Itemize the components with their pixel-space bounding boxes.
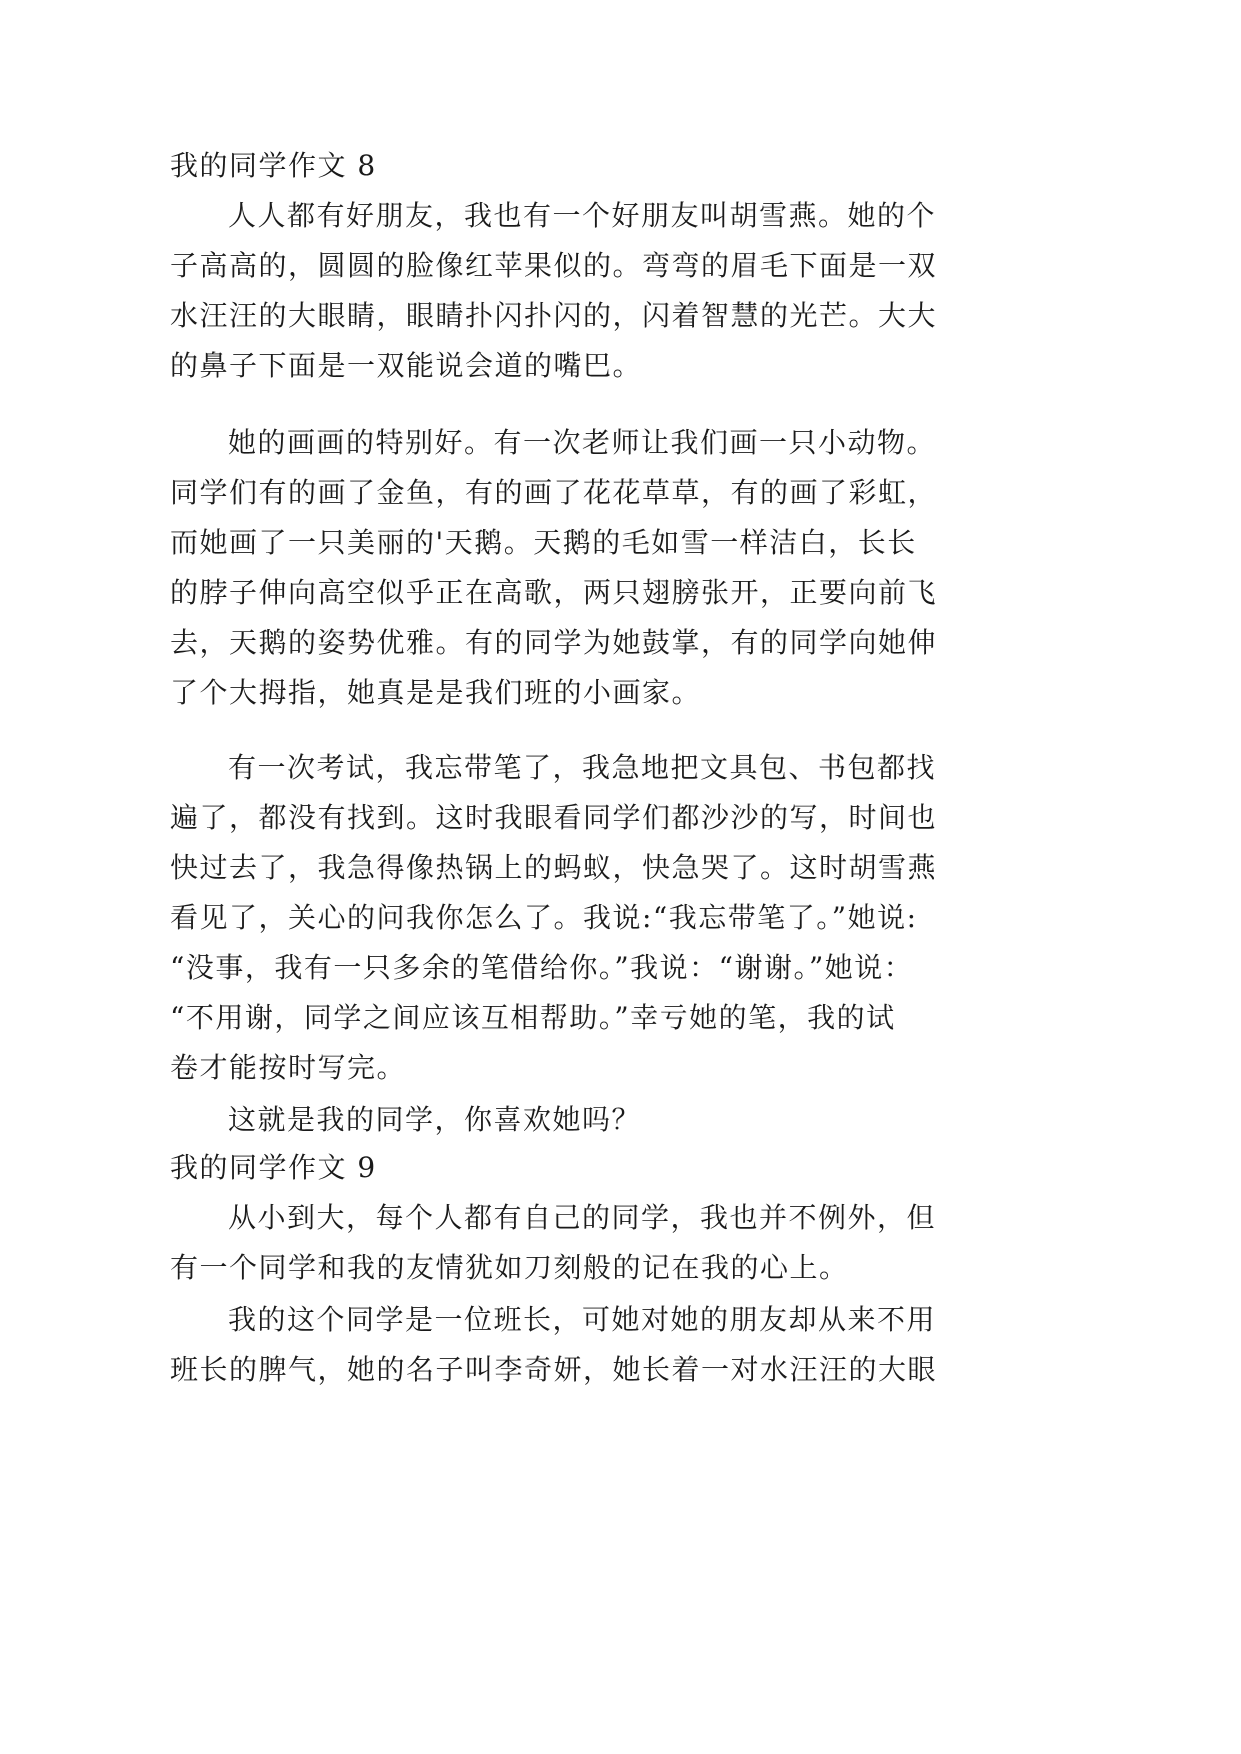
paragraph-line: 去，天鹅的姿势优雅。有的同学为她鼓掌，有的同学向她伸 [170,626,938,659]
paragraph-line: 她的画画的特别好。有一次老师让我们画一只小动物。 [228,426,937,459]
paragraph-line: 子高高的，圆圆的脸像红苹果似的。弯弯的眉毛下面是一双 [170,249,938,282]
section-title: 我的同学作文 8 [170,149,377,182]
section-title: 我的同学作文 9 [170,1151,377,1184]
paragraph-line: “没事，我有一只多余的笔借给你。”我说：“谢谢。”她说： [170,951,914,984]
paragraph-line: 水汪汪的大眼睛，眼睛扑闪扑闪的，闪着智慧的光芒。大大 [170,299,938,332]
paragraph-line: 的鼻子下面是一双能说会道的嘴巴。 [170,349,643,382]
paragraph-line: 有一个同学和我的友情犹如刀刻般的记在我的心上。 [170,1251,849,1284]
paragraph-line: 从小到大，每个人都有自己的同学，我也并不例外，但 [228,1201,937,1234]
paragraph-line: 我的这个同学是一位班长，可她对她的朋友却从来不用 [228,1303,937,1336]
paragraph-line: “不用谢，同学之间应该互相帮助。”幸亏她的笔，我的试 [170,1001,896,1034]
paragraph-line: 这就是我的同学，你喜欢她吗？ [228,1103,642,1136]
paragraph-line: 的脖子伸向高空似乎正在高歌，两只翅膀张开，正要向前飞 [170,576,938,609]
paragraph-line: 同学们有的画了金鱼，有的画了花花草草，有的画了彩虹， [170,476,938,509]
paragraph-line: 看见了，关心的问我你怎么了。我说:“我忘带笔了。”她说: [170,901,918,934]
paragraph-line: 了个大拇指，她真是是我们班的小画家。 [170,676,702,709]
paragraph-line: 人人都有好朋友，我也有一个好朋友叫胡雪燕。她的个 [228,199,937,232]
paragraph-line: 班长的脾气，她的名子叫李奇妍，她长着一对水汪汪的大眼 [170,1353,938,1386]
paragraph-line: 遍了，都没有找到。这时我眼看同学们都沙沙的写，时间也 [170,801,938,834]
paragraph-line: 快过去了，我急得像热锅上的蚂蚁，快急哭了。这时胡雪燕 [170,851,938,884]
paragraph-line: 有一次考试，我忘带笔了，我急地把文具包、书包都找 [228,751,937,784]
paragraph-line: 而她画了一只美丽的'天鹅。天鹅的毛如雪一样洁白，长长 [170,526,917,559]
paragraph-line: 卷才能按时写完。 [170,1051,407,1084]
